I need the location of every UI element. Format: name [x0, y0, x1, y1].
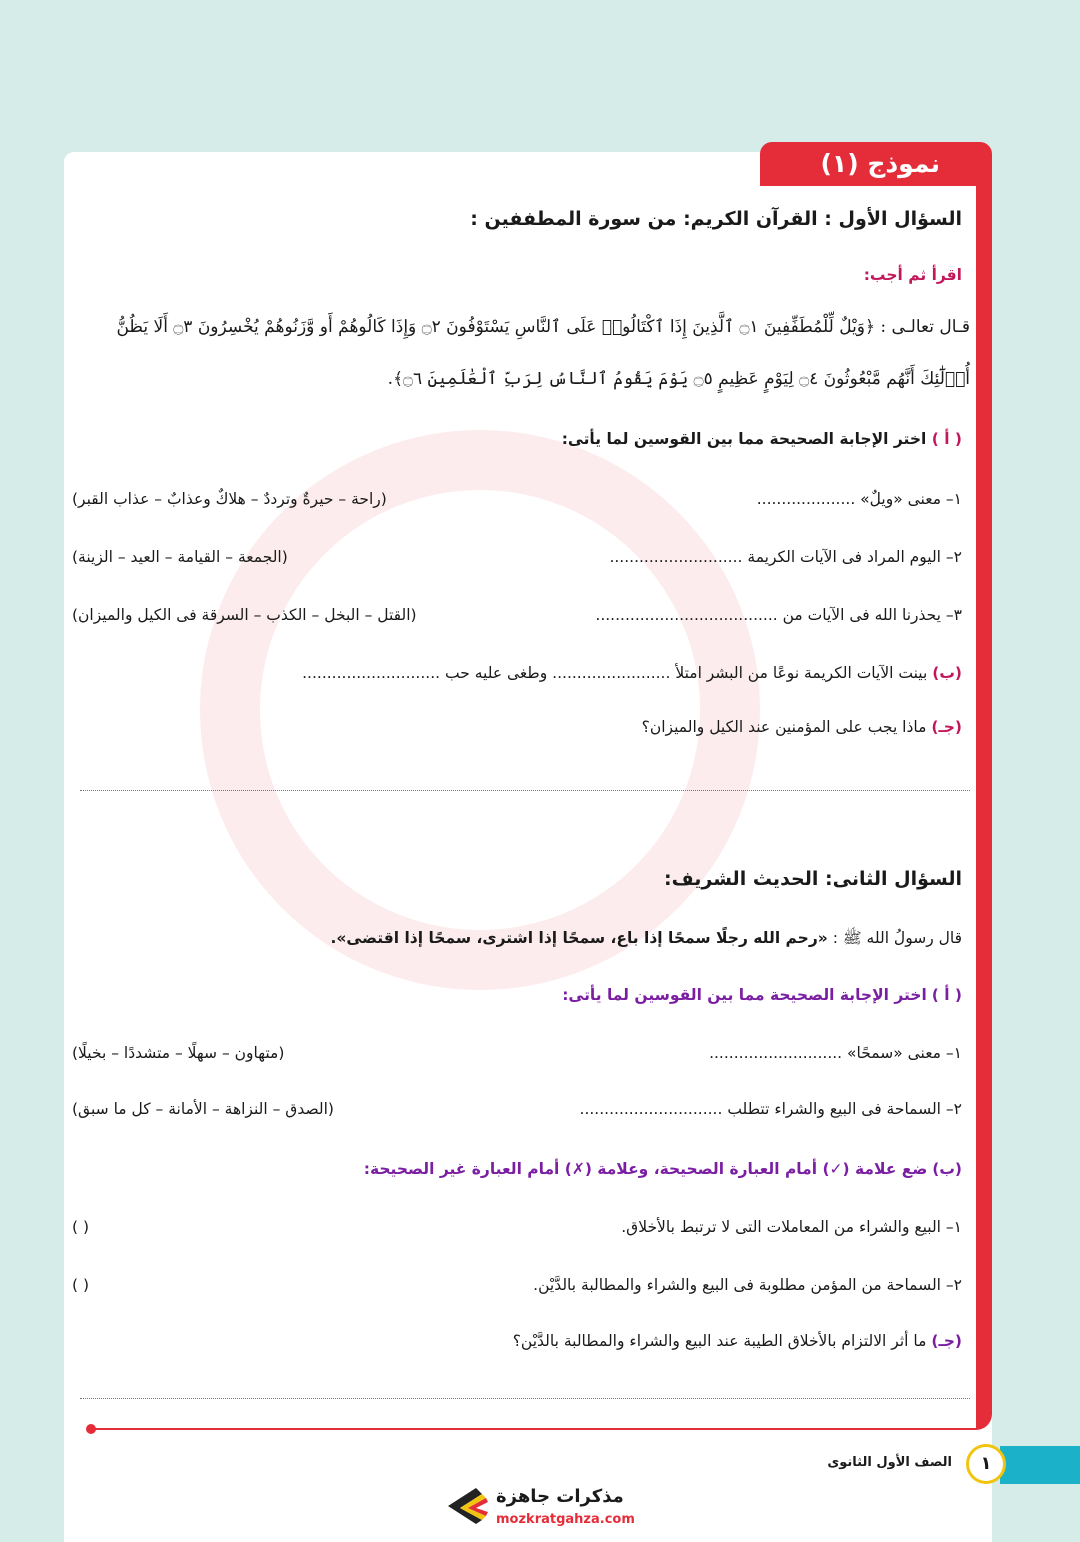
q1-part-b [302, 664, 962, 682]
q2-item-1-question: ١– معنى «سمحًا» ........................... [709, 1044, 962, 1062]
q2-part-c-label: (جـ) [931, 1332, 962, 1350]
q2-part-c-text: ما أثر الالتزام بالأخلاق الطيبة عند البيع والشراء والمطالبة بالدَّيْن؟ [512, 1332, 927, 1350]
q2-item-2-options: (الصدق – النزاهة – الأمانة – كل ما سبق) [72, 1100, 334, 1118]
q2-part-a [562, 986, 962, 1004]
question-1-heading: السؤال الأول : القرآن الكريم: من سورة المطففين : [470, 208, 962, 230]
q1-part-c [642, 718, 962, 736]
question-1-instruction: اقرأ ثم أجب: [863, 266, 962, 284]
q1-part-a-text: اختر الإجابة الصحيحة مما بين القوسين لما يأتى: [561, 430, 927, 448]
q1-item-1-question: ١– معنى «ويلٌ» .................... [756, 490, 962, 508]
q1-part-a-label: ( أ ) [931, 430, 962, 448]
q2-part-b-label: (ب) [932, 1160, 962, 1178]
quran-verse-line-1: قـال تعالـى : ﴿وَيْلٌ لِّلْمُطَفِّفِينَ ۝١ ٱلَّذِينَ إِذَا ٱكْتَالُوا۟ عَلَى ٱلنَّاسِ يَسْتَوْفُونَ ۝٢ وَإِذَا كَالُوهُمْ أَو وَّزَنُوهُمْ يُخْسِرُونَ ۝٣ أَلَا يَظُنُّ [116, 317, 970, 337]
q1-part-b-label: (ب) [932, 664, 962, 682]
footer-teal-band [1000, 1446, 1080, 1484]
q2-part-b [364, 1160, 962, 1178]
q2-part-a-text: اختر الإجابة الصحيحة مما بين القوسين لما يأتى: [562, 986, 927, 1004]
q2-item-1-options: (متهاون – سهلًا – متشددًا – بخيلًا) [72, 1044, 285, 1062]
q1-item-2-question: ٢– اليوم المراد فى الآيات الكريمة ........................... [609, 548, 962, 566]
logo-text-arabic: مذكرات جاهزة [496, 1486, 624, 1507]
hadith-text: «رحم الله رجلًا سمحًا إذا باع، سمحًا إذا اشترى، سمحًا إذا اقتضى». [330, 929, 828, 947]
q1-part-b-text: بينت الآيات الكريمة نوعًا من البشر امتلأ ........................ وطغى عليه حب ............................ [302, 664, 928, 682]
logo-icon [446, 1486, 490, 1526]
q1-part-c-text: ماذا يجب على المؤمنين عند الكيل والميزان؟ [641, 718, 927, 736]
q2-tf-item-2: ٢– السماحة من المؤمن مطلوبة فى البيع والشراء والمطالبة بالدَّيْن. [533, 1276, 962, 1294]
question-2-heading: السؤال الثانى: الحديث الشريف: [664, 868, 962, 890]
q2-tf-item-2-mark[interactable]: ( ) [72, 1276, 90, 1294]
side-accent-bar [976, 152, 992, 1430]
answer-line-1 [80, 790, 970, 791]
footer-rule [90, 1428, 976, 1430]
q2-item-2-question: ٢– السماحة فى البيع والشراء تتطلب ............................. [579, 1100, 962, 1118]
q2-part-c [513, 1332, 962, 1350]
quran-verse-line-2: أُو۟لَٰٓئِكَ أَنَّهُم مَّبْعُوثُونَ ۝٤ لِيَوْمٍ عَظِيمٍ ۝٥ يَوْمَ يَقُومُ ٱلنَّاسُ لِرَبِّ ٱلْعَٰلَمِينَ ۝٦﴾. [387, 369, 970, 389]
answer-line-2 [80, 1398, 970, 1399]
model-title-tab: نموذج (١) [760, 142, 992, 186]
q1-item-3-options: (القتل – البخل – الكذب – السرقة فى الكيل والميزان) [72, 606, 417, 624]
q2-part-b-text: ضع علامة (✓) أمام العبارة الصحيحة، وعلامة (✗) أمام العبارة غير الصحيحة: [363, 1160, 928, 1178]
q1-item-3-question: ٣– يحذرنا الله فى الآيات من ..................................... [595, 606, 962, 624]
hadith-intro: قال رسولُ الله ﷺ : [832, 929, 962, 947]
watermark-ring [200, 430, 760, 990]
q2-tf-item-1-mark[interactable]: ( ) [72, 1218, 90, 1236]
q1-item-2-options: (الجمعة – القيامة – العيد – الزينة) [72, 548, 288, 566]
q1-part-a [562, 430, 962, 448]
page-number: ١ [966, 1444, 1006, 1484]
footer-rule-dot [86, 1424, 96, 1434]
q2-tf-item-1: ١– البيع والشراء من المعاملات التى لا ترتبط بالأخلاق. [621, 1218, 962, 1236]
hadith [330, 928, 962, 951]
logo-text-url[interactable]: mozkratgahza.com [496, 1512, 635, 1527]
q2-part-a-label: ( أ ) [931, 986, 962, 1004]
grade-label: الصف الأول الثانوى [827, 1455, 952, 1470]
q1-part-c-label: (جـ) [931, 718, 962, 736]
q1-item-1-options: (راحة – حيرةٌ وترددٌ – هلاكٌ وعذابٌ – عذاب القبر) [72, 490, 387, 508]
